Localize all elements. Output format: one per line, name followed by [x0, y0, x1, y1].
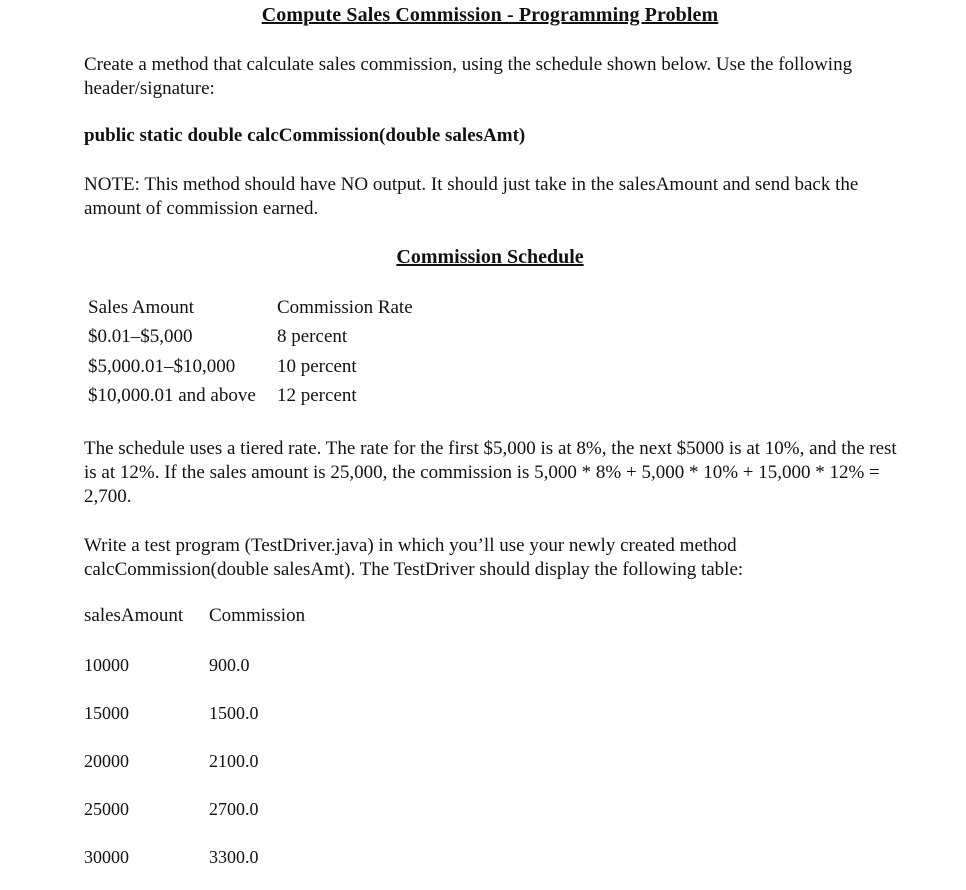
method-signature: public static double calcCommission(double salesAmt) [84, 125, 526, 146]
schedule-rate: 8 percent [277, 326, 348, 347]
tier-explanation-paragraph: The schedule uses a tiered rate. The rate for the first $5,000 is at 8%, the next $5000 is at 10%, and the rest is at 12%. If the sales amount is 25,000, the commission is 5,000 * 8% + 5,000 * 10% + 15,000 * 12% = 2,700. [84, 438, 897, 507]
sales-amount-cell: 30000 [84, 847, 129, 867]
schedule-rate: 12 percent [277, 385, 357, 406]
intro-paragraph: Create a method that calculate sales commission, using the schedule shown below. Use the following header/signature: [84, 54, 853, 99]
commission-cell: 2100.0 [209, 751, 259, 771]
sales-amount-cell: 25000 [84, 799, 129, 819]
commission-cell: 900.0 [209, 655, 250, 675]
sales-amount-cell: 20000 [84, 751, 129, 771]
commission-cell: 3300.0 [209, 847, 259, 867]
commission-cell: 2700.0 [209, 799, 259, 819]
sales-amount-cell: 15000 [84, 703, 129, 723]
test-instructions-paragraph: Write a test program (TestDriver.java) in which you’ll use your newly created method calcCommission(double salesAmt). The TestDriver should display the following table: [84, 535, 744, 580]
schedule-title: Commission Schedule [396, 246, 584, 268]
schedule-amount: $5,000.01–$10,000 [88, 356, 236, 377]
schedule-header-amount: Sales Amount [88, 297, 195, 318]
schedule-header-rate: Commission Rate [277, 297, 413, 318]
page-title: Compute Sales Commission - Programming Problem [261, 4, 719, 26]
schedule-amount: $10,000.01 and above [88, 385, 256, 406]
schedule-rate: 10 percent [277, 356, 357, 377]
sales-amount-cell: 10000 [84, 655, 129, 675]
header-commission: Commission [209, 605, 306, 626]
commission-cell: 1500.0 [209, 703, 259, 723]
note-paragraph: NOTE: This method should have NO output. It should just take in the salesAmount and send back the amount of commission earned. [84, 174, 859, 219]
header-sales-amount: salesAmount [84, 605, 184, 626]
schedule-amount: $0.01–$5,000 [88, 326, 193, 347]
